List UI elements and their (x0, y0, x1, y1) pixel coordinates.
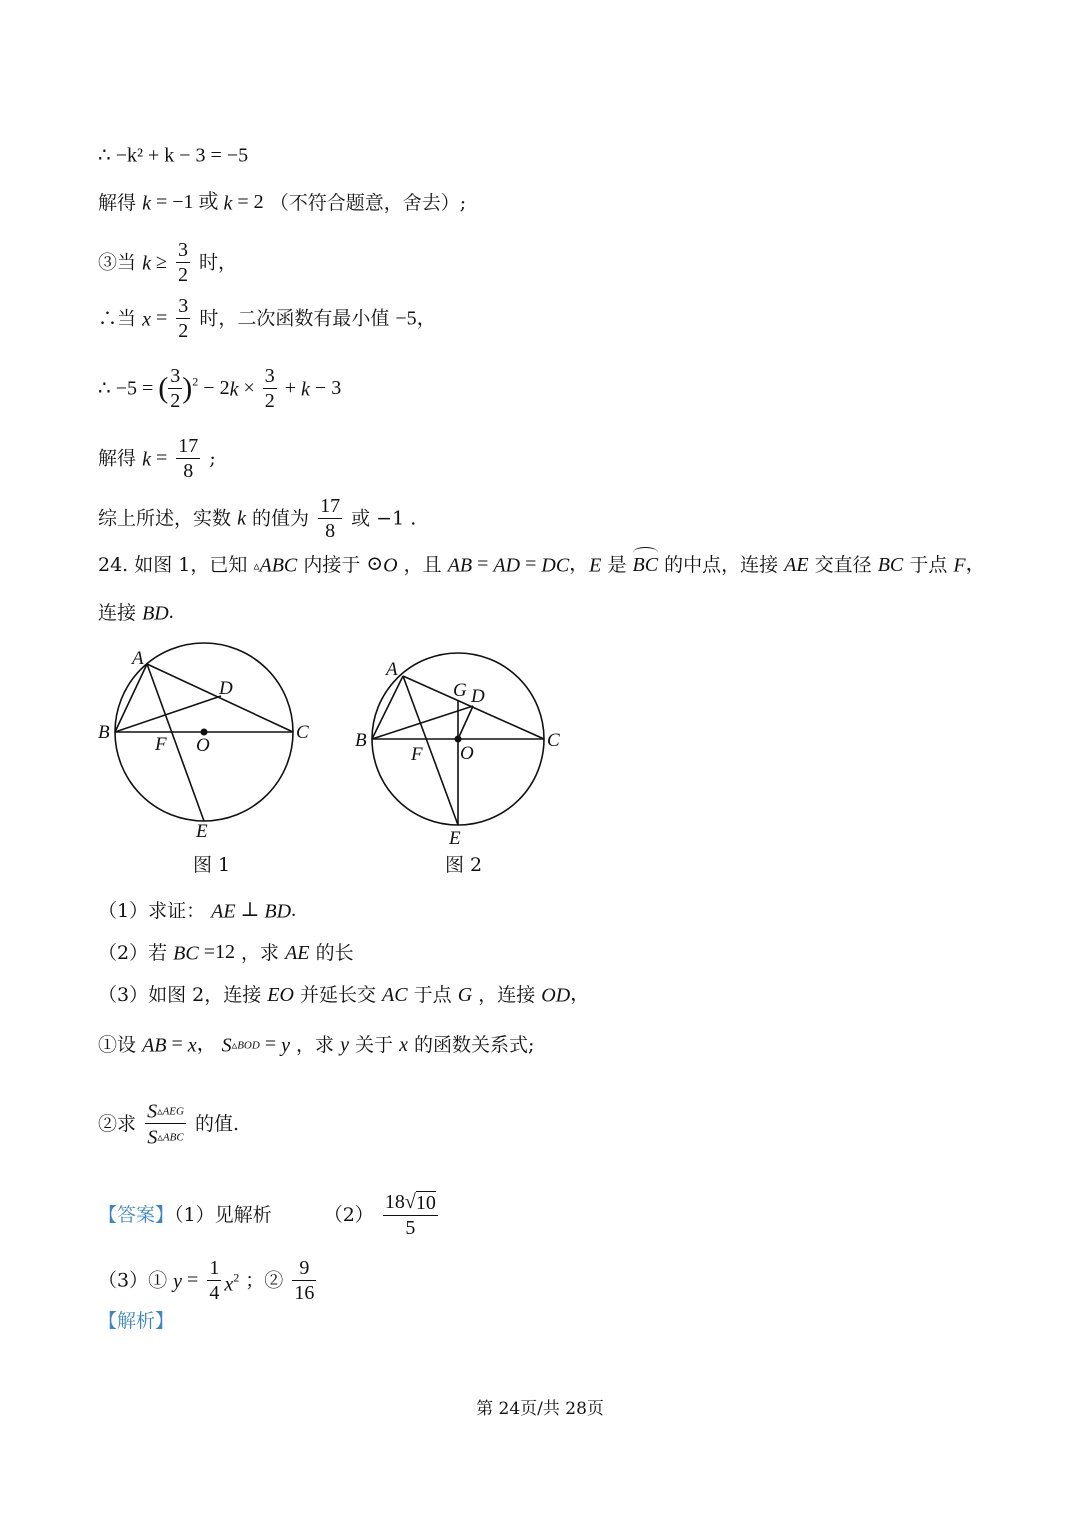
equation: BC =12 (173, 941, 235, 965)
answer-line-2 (98, 1256, 319, 1305)
text: ，且 (403, 554, 442, 576)
label-g: G (453, 680, 467, 701)
fraction: $\frac{3}{2}$ (178, 295, 189, 342)
label-a: A (386, 659, 398, 680)
text: ③当 (98, 251, 137, 274)
label-c: C (547, 730, 560, 751)
equation: − 2k × (203, 376, 255, 401)
label-f: F (411, 744, 423, 765)
figure-1-diagram (95, 640, 325, 850)
solution-line-5 (98, 364, 341, 413)
text: （2）若 (98, 942, 168, 964)
equation-text: ∴ −k² + k − 3 = −5 (98, 144, 249, 167)
text: 是 (607, 554, 627, 576)
condition: x = (142, 306, 168, 331)
fraction: $\frac{3}{2}$ (177, 239, 188, 286)
text: （3）如图 2，连接 (98, 984, 262, 1006)
page-footer: 第 24页/共 28页 (476, 1399, 604, 1419)
text: 连接 (98, 602, 137, 624)
solution-line-3 (98, 238, 237, 287)
part-2 (98, 938, 354, 968)
var-k: k (237, 507, 246, 530)
seg-bd: BD. (142, 601, 174, 625)
solution-line-6 (98, 434, 216, 483)
text: ∴当 (98, 307, 137, 330)
label-a: A (132, 648, 144, 669)
x-squared: $x^2$ (224, 1269, 240, 1296)
sub-part-1 (98, 1030, 534, 1060)
fraction: $\frac{3}{2}$ (170, 365, 181, 412)
text: （3）① (98, 1269, 168, 1292)
exponent: 2 (192, 374, 199, 389)
text: ，求 (241, 942, 280, 964)
fraction: $\frac{3}{2}$ (264, 365, 275, 412)
point-g: G (457, 984, 473, 1006)
text: 或 −1 . (351, 507, 417, 530)
area-ratio-fraction: $\frac{\text{S▵AEG}}{\text{S▵ABC}}$ (145, 1098, 186, 1150)
text: ②求 (98, 1112, 137, 1135)
answer-line-1 (98, 1190, 441, 1240)
seg-od: OD， (541, 983, 591, 1007)
condition: k ≥ (142, 250, 167, 275)
text: （不符合题意，舍去）; (269, 192, 467, 214)
text: （2） (323, 1204, 374, 1227)
answer-tag: 【答案】 (98, 1204, 175, 1227)
paren: ( (158, 371, 169, 405)
solution-line-7 (98, 494, 416, 543)
analysis-line (98, 1306, 174, 1335)
part-1 (98, 896, 296, 926)
text: 解得 (98, 192, 137, 214)
figure-1-caption: 图 1 (193, 854, 231, 876)
solution-line-4 (98, 294, 437, 343)
figure-2-diagram (350, 650, 580, 855)
label-b: B (355, 730, 367, 751)
var-x: x (399, 1034, 408, 1056)
text: 综上所述，实数 (98, 507, 232, 530)
label-c: C (296, 722, 309, 743)
triangle-abc: ▵ABC (253, 554, 298, 577)
label-f: F (155, 734, 167, 755)
equation: ∴ −5 = (98, 377, 154, 400)
text: 解得 (98, 447, 137, 470)
punct: ; (209, 447, 216, 470)
text: ；② (245, 1269, 284, 1292)
min-value: −5， (395, 307, 437, 330)
answer-2-fraction: $\frac{18√10}{5}$ (384, 1191, 436, 1240)
fraction: $\frac{1}{4}$ (209, 1257, 220, 1304)
seg-eo: EO (267, 984, 294, 1006)
equation: y = (173, 1268, 199, 1293)
text: 的函数关系式; (414, 1034, 535, 1056)
solution-line-1 (98, 140, 248, 169)
text: ，连接 (478, 984, 536, 1006)
seg-bd (115, 696, 221, 732)
text: 内接于 (303, 554, 361, 576)
fraction: $\frac{17}{8}$ (178, 435, 199, 482)
text: 交直径 (814, 554, 872, 576)
arc-bc: BC (633, 551, 659, 579)
equation: + k − 3 (284, 376, 342, 401)
text: 的值为 (252, 507, 310, 530)
seg-ae: AE (784, 554, 809, 576)
equation: k = −1 或 k = 2 (142, 191, 264, 215)
text: 的中点，连接 (664, 554, 779, 576)
equation: AB = x， S▵BOD = y (142, 1033, 290, 1057)
equation: k = (142, 446, 168, 471)
text: 并延长交 (299, 984, 376, 1006)
text: 如图 1，已知 (134, 554, 248, 576)
seg-ae: AE (285, 942, 310, 964)
label-d: D (219, 678, 233, 699)
text: ，求 (296, 1034, 335, 1056)
label-o: O (460, 743, 474, 764)
part-3 (98, 980, 590, 1010)
text: 时， (199, 251, 238, 274)
analysis-tag: 【解析】 (98, 1310, 175, 1332)
figure-2-caption: 图 2 (445, 854, 483, 876)
center-point (455, 736, 462, 743)
seg-ac: AC (382, 984, 408, 1006)
circle-o: ⊙O (366, 553, 398, 577)
text: （1）见解析 (174, 1204, 272, 1227)
seg-ab (115, 664, 147, 732)
point-f: F， (953, 553, 986, 577)
text: 的长 (315, 942, 354, 964)
text: ①设 (98, 1034, 137, 1056)
text: （1）求证： (98, 900, 206, 922)
fraction: $\frac{9}{16}$ (294, 1257, 315, 1304)
question-line-1 (98, 550, 986, 580)
paren: ) (182, 371, 193, 405)
label-d: D (471, 686, 485, 707)
text: 关于 (355, 1034, 394, 1056)
question-line-2 (98, 598, 174, 628)
var-y: y (340, 1034, 349, 1056)
sub-part-2 (98, 1098, 239, 1150)
label-e: E (196, 821, 208, 842)
fraction: $\frac{17}{8}$ (320, 495, 341, 542)
label-e: E (449, 828, 461, 849)
text: 于点 (909, 554, 948, 576)
text: 于点 (413, 984, 452, 1006)
solution-line-2 (98, 188, 466, 218)
text: 时，二次函数有最小值 (199, 307, 390, 330)
seg-bc: BC (877, 554, 904, 576)
label-o: O (196, 735, 210, 756)
question-number: 24. (98, 554, 129, 576)
label-b: B (98, 722, 110, 743)
perp-statement: AE ⊥ BD. (211, 899, 297, 923)
text: 的值. (195, 1112, 240, 1135)
equation: AB = AD = DC，E (447, 553, 602, 577)
